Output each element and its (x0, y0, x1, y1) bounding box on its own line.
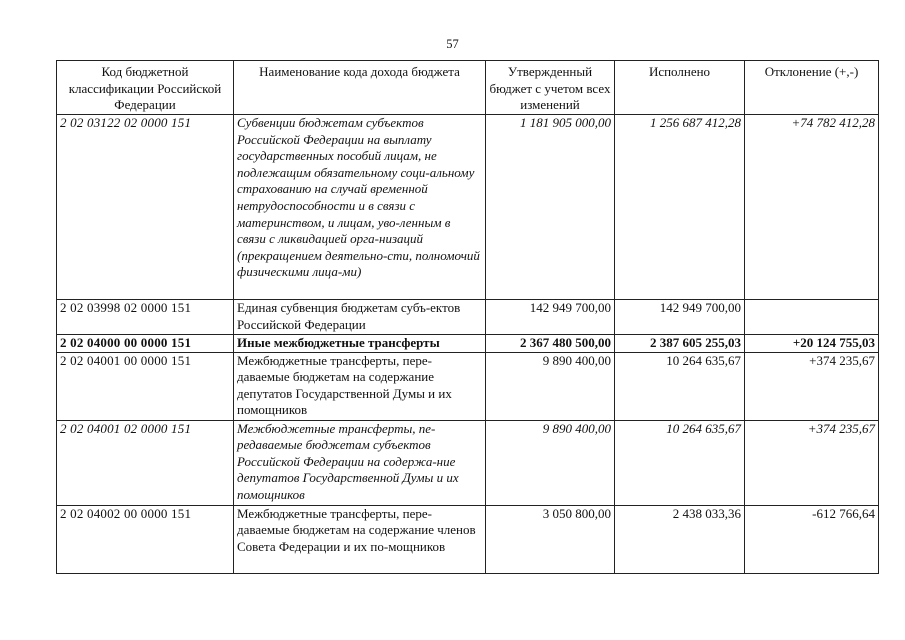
row-code: 2 02 03122 02 0000 151 (57, 115, 234, 300)
header-approved: Утвержденный бюджет с учетом всех изменений (486, 61, 615, 115)
row-name: Единая субвенция бюджетам субъ-ектов Российской Федерации (234, 300, 486, 335)
table-row (57, 335, 879, 353)
row-executed: 10 264 635,67 (615, 420, 745, 505)
row-name: Субвенции бюджетам субъектов Российской Федерации на выплату государственных пособий лицам, не подлежащим обязательному соци-альному страхованию на случай временной нетрудоспособности и в связи с материнством, и лицам, уво-ленным в связи с ликвидацией орга-низаций (прекращением деятельно-сти, полномочий физическими лица-ми) (234, 115, 486, 300)
row-code: 2 02 04001 00 0000 151 (57, 352, 234, 420)
row-deviation: +20 124 755,03 (745, 335, 879, 353)
table-row (57, 115, 879, 300)
header-executed: Исполнено (615, 61, 745, 115)
row-approved: 2 367 480 500,00 (486, 335, 615, 353)
row-deviation: +374 235,67 (745, 352, 879, 420)
row-code: 2 02 03998 02 0000 151 (57, 300, 234, 335)
header-deviation: Отклонение (+,-) (745, 61, 879, 115)
row-name: Межбюджетные трансферты, пере-даваемые бюджетам на содержание членов Совета Федерации и их по-мощников (234, 505, 486, 573)
header-name: Наименование кода дохода бюджета (234, 61, 486, 115)
row-executed: 2 438 033,36 (615, 505, 745, 573)
row-executed: 10 264 635,67 (615, 352, 745, 420)
table-row (57, 420, 879, 505)
table-header-row (57, 61, 879, 115)
row-name: Межбюджетные трансферты, пе-редаваемые бюджетам субъектов Российской Федерации на содержа-ние депутатов Государственной Думы и их помощников (234, 420, 486, 505)
row-approved: 3 050 800,00 (486, 505, 615, 573)
row-name: Иные межбюджетные трансферты (234, 335, 486, 353)
row-approved: 9 890 400,00 (486, 420, 615, 505)
row-name: Межбюджетные трансферты, пере-даваемые бюджетам на содержание депутатов Государственной Думы и их помощников (234, 352, 486, 420)
row-executed: 2 387 605 255,03 (615, 335, 745, 353)
row-code: 2 02 04001 02 0000 151 (57, 420, 234, 505)
row-approved: 9 890 400,00 (486, 352, 615, 420)
row-approved: 1 181 905 000,00 (486, 115, 615, 300)
budget-table (56, 60, 879, 574)
row-executed: 142 949 700,00 (615, 300, 745, 335)
row-code: 2 02 04002 00 0000 151 (57, 505, 234, 573)
row-code: 2 02 04000 00 0000 151 (57, 335, 234, 353)
row-deviation (745, 300, 879, 335)
row-approved: 142 949 700,00 (486, 300, 615, 335)
table-row (57, 300, 879, 335)
row-executed: 1 256 687 412,28 (615, 115, 745, 300)
row-deviation: -612 766,64 (745, 505, 879, 573)
table-row (57, 505, 879, 573)
row-deviation: +374 235,67 (745, 420, 879, 505)
table-row (57, 352, 879, 420)
row-deviation: +74 782 412,28 (745, 115, 879, 300)
header-code: Код бюджетной классификации Российской Федерации (57, 61, 234, 115)
page-number: 57 (446, 37, 459, 51)
